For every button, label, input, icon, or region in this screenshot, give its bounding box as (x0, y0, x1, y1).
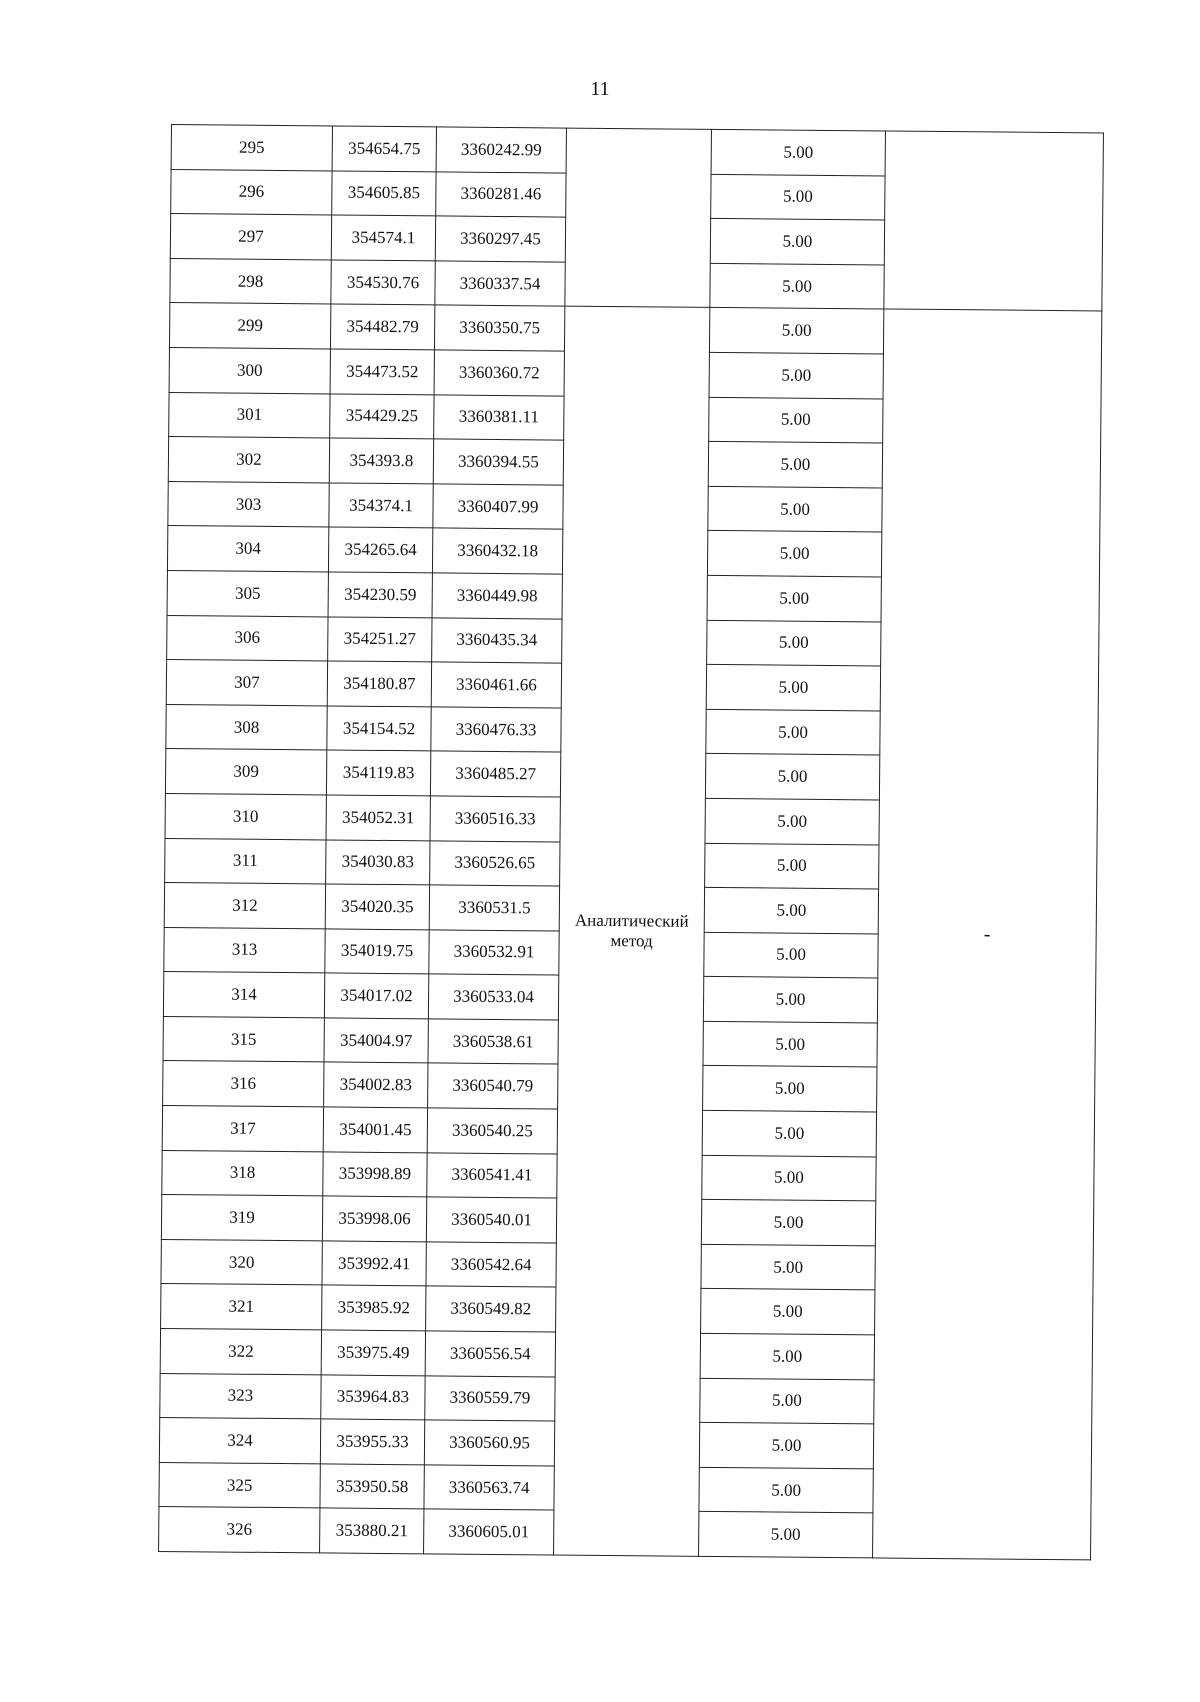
point-number-cell: 320 (161, 1239, 322, 1285)
point-number-cell: 298 (170, 258, 331, 304)
point-number-cell: 299 (169, 303, 330, 349)
y-coordinate-cell: 3360559.79 (425, 1375, 555, 1421)
y-coordinate-cell: 3360516.33 (430, 796, 560, 842)
accuracy-cell: 5.00 (711, 129, 885, 175)
coordinates-table-body (159, 125, 1104, 1560)
x-coordinate-cell: 353964.83 (321, 1375, 425, 1421)
point-number-cell: 302 (168, 437, 329, 483)
x-coordinate-cell: 354004.97 (324, 1018, 428, 1064)
accuracy-cell: 5.00 (704, 932, 878, 978)
y-coordinate-cell: 3360540.79 (428, 1063, 558, 1109)
y-coordinate-cell: 3360337.54 (435, 261, 565, 307)
y-coordinate-cell: 3360538.61 (428, 1019, 558, 1065)
coordinates-table (158, 124, 1104, 1560)
method-cell (554, 306, 710, 1556)
accuracy-cell: 5.00 (704, 887, 878, 933)
point-number-cell: 318 (162, 1150, 323, 1196)
y-coordinate-cell: 3360435.34 (432, 617, 562, 663)
accuracy-cell: 5.00 (701, 1200, 875, 1246)
x-coordinate-cell: 353992.41 (322, 1241, 426, 1287)
point-number-cell: 308 (166, 704, 327, 750)
point-number-cell: 297 (170, 214, 331, 260)
y-coordinate-cell: 3360540.25 (427, 1108, 557, 1154)
x-coordinate-cell: 354020.35 (325, 884, 429, 930)
y-coordinate-cell: 3360605.01 (424, 1509, 554, 1555)
y-coordinate-cell: 3360394.55 (433, 439, 563, 485)
accuracy-cell: 5.00 (700, 1378, 874, 1424)
point-number-cell: 321 (161, 1284, 322, 1330)
accuracy-cell: 5.00 (708, 442, 882, 488)
accuracy-cell: 5.00 (708, 486, 882, 532)
accuracy-cell: 5.00 (707, 620, 881, 666)
accuracy-cell: 5.00 (711, 174, 885, 220)
y-coordinate-cell: 3360242.99 (436, 127, 566, 173)
y-coordinate-cell: 3360526.65 (430, 840, 560, 886)
point-number-cell: 326 (159, 1507, 320, 1553)
accuracy-cell: 5.00 (705, 798, 879, 844)
y-coordinate-cell: 3360549.82 (426, 1286, 556, 1332)
y-coordinate-cell: 3360532.91 (429, 930, 559, 976)
y-coordinate-cell: 3360407.99 (433, 484, 563, 530)
y-coordinate-cell: 3360556.54 (425, 1331, 555, 1377)
remark-cell-blank (884, 131, 1104, 311)
y-coordinate-cell: 3360476.33 (431, 707, 561, 753)
y-coordinate-cell: 3360540.01 (426, 1197, 556, 1243)
y-coordinate-cell: 3360350.75 (434, 305, 564, 351)
y-coordinate-cell: 3360541.41 (427, 1153, 557, 1199)
x-coordinate-cell: 353998.06 (322, 1196, 426, 1242)
point-number-cell: 324 (159, 1418, 320, 1464)
point-number-cell: 313 (164, 927, 325, 973)
x-coordinate-cell: 354001.45 (323, 1107, 427, 1153)
x-coordinate-cell: 353975.49 (321, 1330, 425, 1376)
remark-dash: - (983, 923, 991, 946)
x-coordinate-cell: 354654.75 (332, 126, 436, 172)
point-number-cell: 303 (168, 481, 329, 527)
point-number-cell: 300 (169, 347, 330, 393)
y-coordinate-cell: 3360563.74 (424, 1465, 554, 1511)
x-coordinate-cell: 354251.27 (328, 616, 432, 662)
x-coordinate-cell: 354154.52 (327, 706, 431, 752)
y-coordinate-cell: 3360297.45 (435, 216, 565, 262)
y-coordinate-cell: 3360281.46 (436, 172, 566, 218)
x-coordinate-cell: 353955.33 (320, 1419, 424, 1465)
x-coordinate-cell: 354374.1 (329, 483, 433, 529)
accuracy-cell: 5.00 (710, 263, 884, 309)
y-coordinate-cell: 3360381.11 (434, 394, 564, 440)
point-number-cell: 323 (160, 1373, 321, 1419)
point-number-cell: 295 (171, 125, 332, 171)
point-number-cell: 296 (171, 169, 332, 215)
accuracy-cell: 5.00 (700, 1333, 874, 1379)
point-number-cell: 312 (164, 883, 325, 929)
point-number-cell: 317 (162, 1106, 323, 1152)
accuracy-cell: 5.00 (703, 1021, 877, 1067)
x-coordinate-cell: 354605.85 (332, 171, 436, 217)
y-coordinate-cell: 3360360.72 (434, 350, 564, 396)
x-coordinate-cell: 354482.79 (330, 304, 434, 350)
accuracy-cell: 5.00 (699, 1423, 873, 1469)
accuracy-cell: 5.00 (709, 397, 883, 443)
y-coordinate-cell: 3360461.66 (431, 662, 561, 708)
point-number-cell: 307 (166, 660, 327, 706)
x-coordinate-cell: 354530.76 (331, 260, 435, 306)
y-coordinate-cell: 3360449.98 (432, 573, 562, 619)
method-cell-blank (565, 128, 712, 308)
x-coordinate-cell: 353985.92 (322, 1285, 426, 1331)
accuracy-cell: 5.00 (710, 219, 884, 265)
y-coordinate-cell: 3360560.95 (424, 1420, 554, 1466)
accuracy-cell: 5.00 (699, 1512, 873, 1558)
accuracy-cell: 5.00 (707, 531, 881, 577)
y-coordinate-cell: 3360531.5 (429, 885, 559, 931)
point-number-cell: 301 (169, 392, 330, 438)
point-number-cell: 322 (160, 1328, 321, 1374)
method-label: Аналитический метод (574, 910, 689, 951)
point-number-cell: 310 (165, 793, 326, 839)
x-coordinate-cell: 354180.87 (327, 661, 431, 707)
x-coordinate-cell: 354019.75 (325, 929, 429, 975)
point-number-cell: 316 (163, 1061, 324, 1107)
accuracy-cell: 5.00 (706, 665, 880, 711)
x-coordinate-cell: 354473.52 (330, 349, 434, 395)
point-number-cell: 309 (165, 749, 326, 795)
point-number-cell: 325 (159, 1462, 320, 1508)
accuracy-cell: 5.00 (703, 977, 877, 1023)
accuracy-cell: 5.00 (699, 1467, 873, 1513)
point-number-cell: 306 (167, 615, 328, 661)
x-coordinate-cell: 354119.83 (326, 750, 430, 796)
x-coordinate-cell: 354052.31 (326, 795, 430, 841)
point-number-cell: 311 (165, 838, 326, 884)
x-coordinate-cell: 353998.89 (323, 1152, 427, 1198)
accuracy-cell: 5.00 (702, 1110, 876, 1156)
point-number-cell: 305 (167, 570, 328, 616)
accuracy-cell: 5.00 (703, 1066, 877, 1112)
remark-cell (873, 309, 1102, 1560)
accuracy-cell: 5.00 (709, 308, 883, 354)
y-coordinate-cell: 3360533.04 (428, 974, 558, 1020)
point-number-cell: 315 (163, 1016, 324, 1062)
x-coordinate-cell: 354230.59 (328, 572, 432, 618)
point-number-cell: 319 (161, 1195, 322, 1241)
page-number: 11 (590, 78, 610, 100)
x-coordinate-cell: 354574.1 (331, 215, 435, 261)
accuracy-cell: 5.00 (705, 843, 879, 889)
accuracy-cell: 5.00 (702, 1155, 876, 1201)
x-coordinate-cell: 354429.25 (330, 394, 434, 440)
x-coordinate-cell: 354017.02 (324, 973, 428, 1019)
accuracy-cell: 5.00 (707, 575, 881, 621)
x-coordinate-cell: 354030.83 (326, 839, 430, 885)
y-coordinate-cell: 3360432.18 (432, 528, 562, 574)
y-coordinate-cell: 3360485.27 (430, 751, 560, 797)
accuracy-cell: 5.00 (709, 352, 883, 398)
x-coordinate-cell: 354393.8 (329, 438, 433, 484)
accuracy-cell: 5.00 (706, 709, 880, 755)
x-coordinate-cell: 353950.58 (320, 1464, 424, 1510)
accuracy-cell: 5.00 (701, 1289, 875, 1335)
x-coordinate-cell: 354002.83 (324, 1062, 428, 1108)
accuracy-cell: 5.00 (705, 754, 879, 800)
x-coordinate-cell: 353880.21 (320, 1508, 424, 1554)
x-coordinate-cell: 354265.64 (328, 527, 432, 573)
point-number-cell: 314 (163, 972, 324, 1018)
point-number-cell: 304 (167, 526, 328, 572)
accuracy-cell: 5.00 (701, 1244, 875, 1290)
y-coordinate-cell: 3360542.64 (426, 1242, 556, 1288)
